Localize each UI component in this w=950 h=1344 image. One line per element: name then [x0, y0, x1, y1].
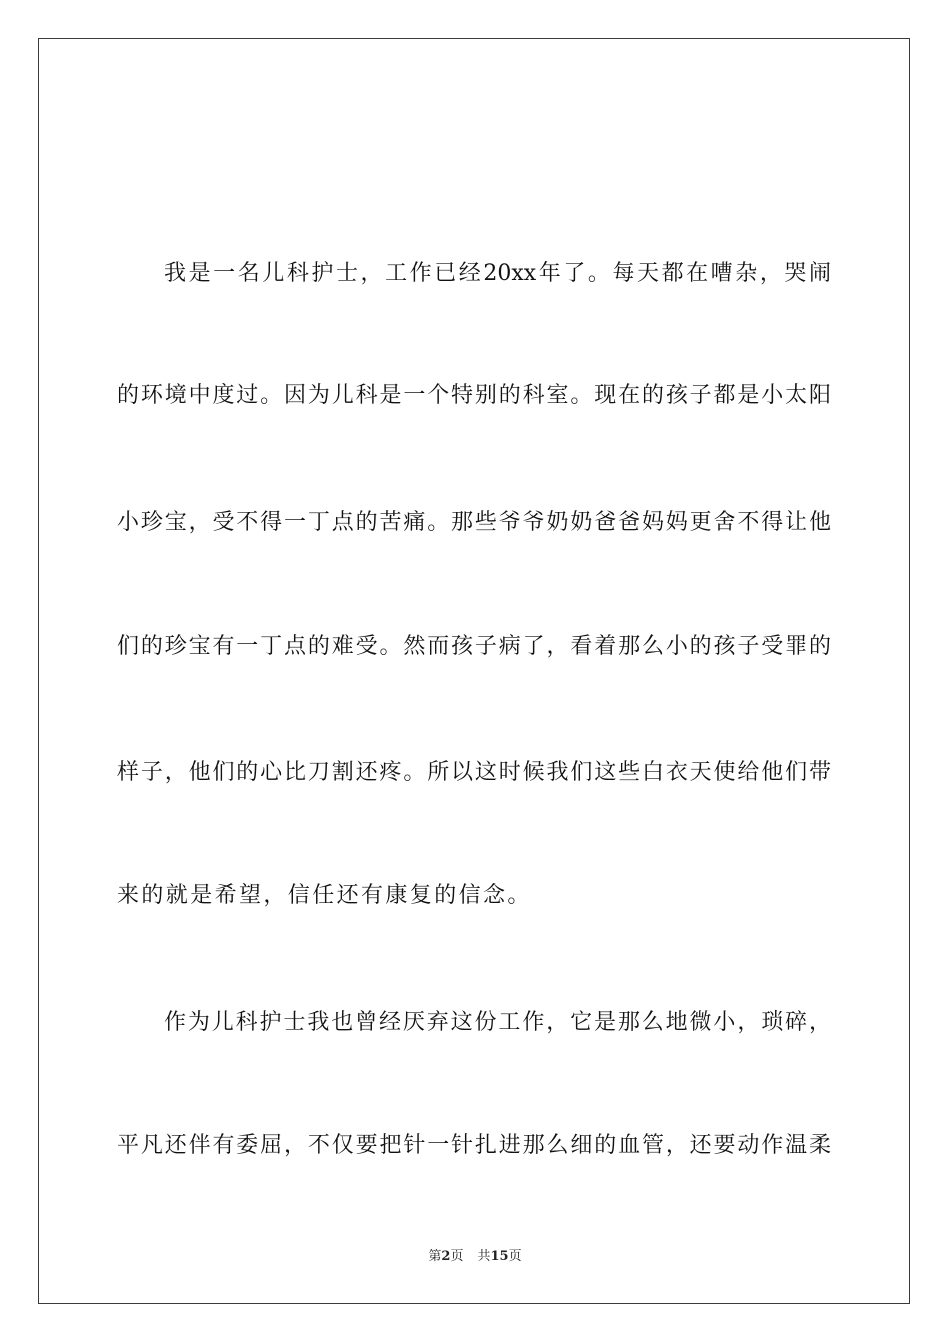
paragraph-1-line-6: 来的就是希望，信任还有康复的信念。 — [117, 883, 532, 908]
page-border — [38, 38, 910, 1304]
paragraph-1-line-2: 的环境中度过。因为儿科是一个特别的科室。现在的孩子都是小太阳 — [117, 383, 831, 408]
page-footer — [0, 1248, 950, 1266]
paragraph-2-line-1: 作为儿科护士我也曾经厌弃这份工作，它是那么地微小，琐碎， — [164, 1010, 831, 1035]
page-suffix: 页 — [450, 1249, 464, 1264]
total-prefix: 共 — [477, 1249, 491, 1264]
paragraph-1-line-5: 样子，他们的心比刀割还疼。所以这时候我们这些白衣天使给他们带 — [117, 760, 831, 785]
paragraph-1-line-4: 们的珍宝有一丁点的难受。然而孩子病了，看着那么小的孩子受罪的 — [117, 634, 831, 659]
paragraph-1-line-3: 小珍宝，受不得一丁点的苦痛。那些爷爷奶奶爸爸妈妈更舍不得让他 — [117, 510, 831, 535]
page-current: 2 — [441, 1249, 451, 1264]
paragraph-2-line-2: 平凡还伴有委屈，不仅要把针一针扎进那么细的血管，还要动作温柔 — [117, 1133, 831, 1158]
paragraph-1-line-1: 我是一名儿科护士，工作已经20xx年了。每天都在嘈杂，哭闹 — [164, 261, 831, 286]
page-prefix: 第 — [428, 1249, 442, 1264]
total-suffix: 页 — [508, 1249, 522, 1264]
page-total: 15 — [490, 1249, 509, 1264]
